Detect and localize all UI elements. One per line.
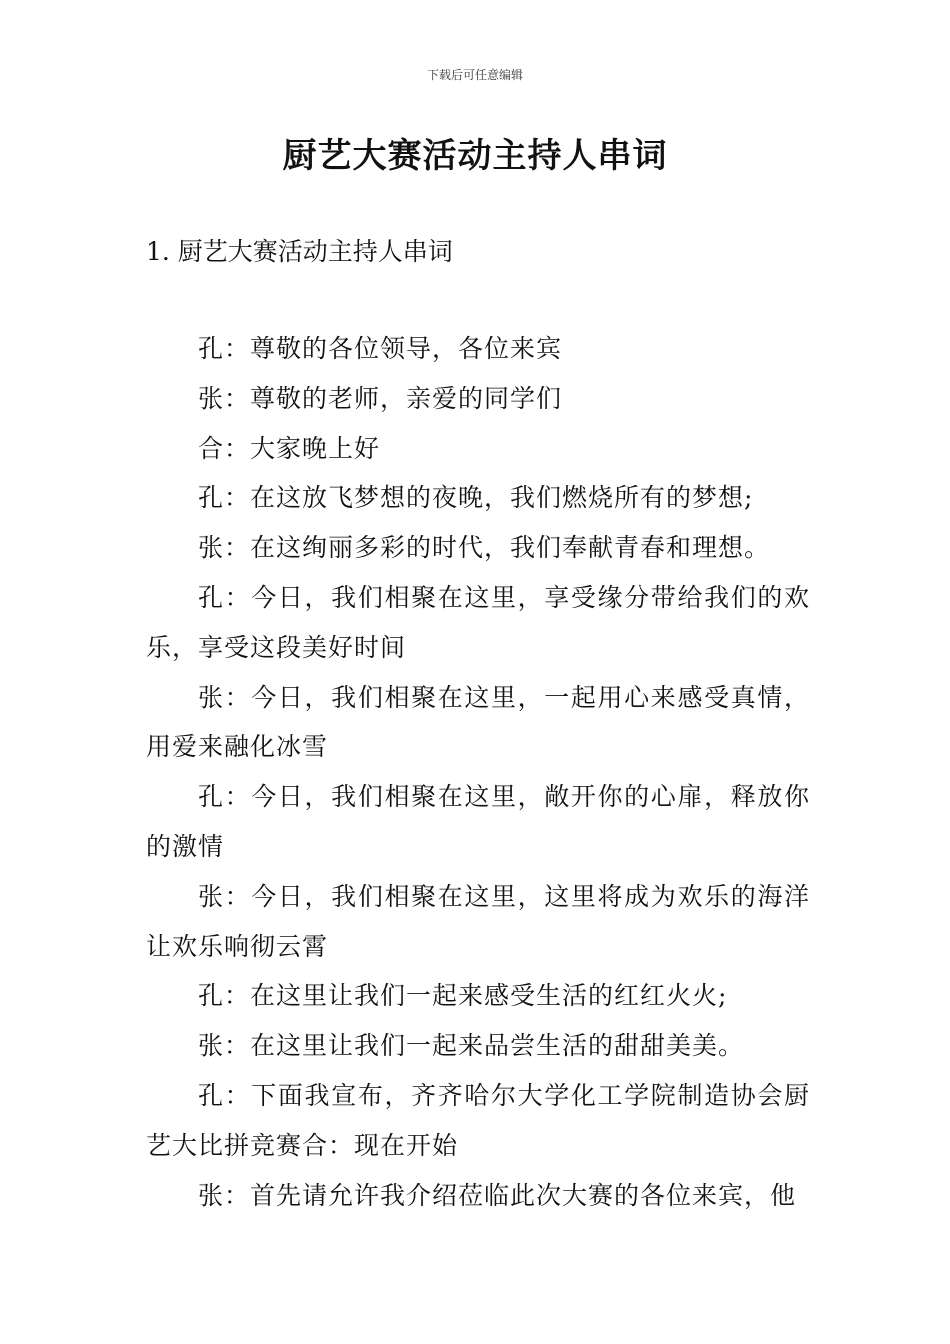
paragraph: 张：今日，我们相聚在这里，一起用心来感受真情，用爱来融化冰雪 [146,682,810,762]
paragraph: 张：尊敬的老师，亲爱的同学们 [198,383,563,413]
paragraph: 孔：今日，我们相聚在这里，敞开你的心扉，释放你的激情 [146,782,810,861]
paragraph: 孔：在这里让我们一起来感受生活的红红火火; [198,981,728,1011]
paragraph: 张：在这绚丽多彩的时代，我们奉献青春和理想。 [198,533,771,563]
paragraph: 孔：下面我宣布，齐齐哈尔大学化工学院制造协会厨艺大比拼竞赛合：现在开始 [146,1080,810,1160]
paragraph: 孔：今日，我们相聚在这里，享受缘分带给我们的欢乐，享受这段美好时间 [146,582,810,662]
paragraph: 张：今日，我们相聚在这里，这里将成为欢乐的海洋让欢乐响彻云霄 [146,881,810,961]
paragraph: 孔：在这放飞梦想的夜晚，我们燃烧所有的梦想; [198,483,754,513]
header-note: 下载后可任意编辑 [426,68,523,82]
paragraph: 张：在这里让我们一起来品尝生活的甜甜美美。 [198,1031,745,1061]
paragraph: 孔：尊敬的各位领导，各位来宾 [198,334,563,363]
document-title: 厨艺大赛活动主持人串词 [282,136,668,176]
paragraph: 合：大家晚上好 [198,433,381,463]
paragraph: 张：首先请允许我介绍莅临此次大赛的各位来宾，他 [198,1180,797,1210]
section-heading: 1. 厨艺大赛活动主持人串词 [146,237,453,266]
document-body [146,324,810,1220]
